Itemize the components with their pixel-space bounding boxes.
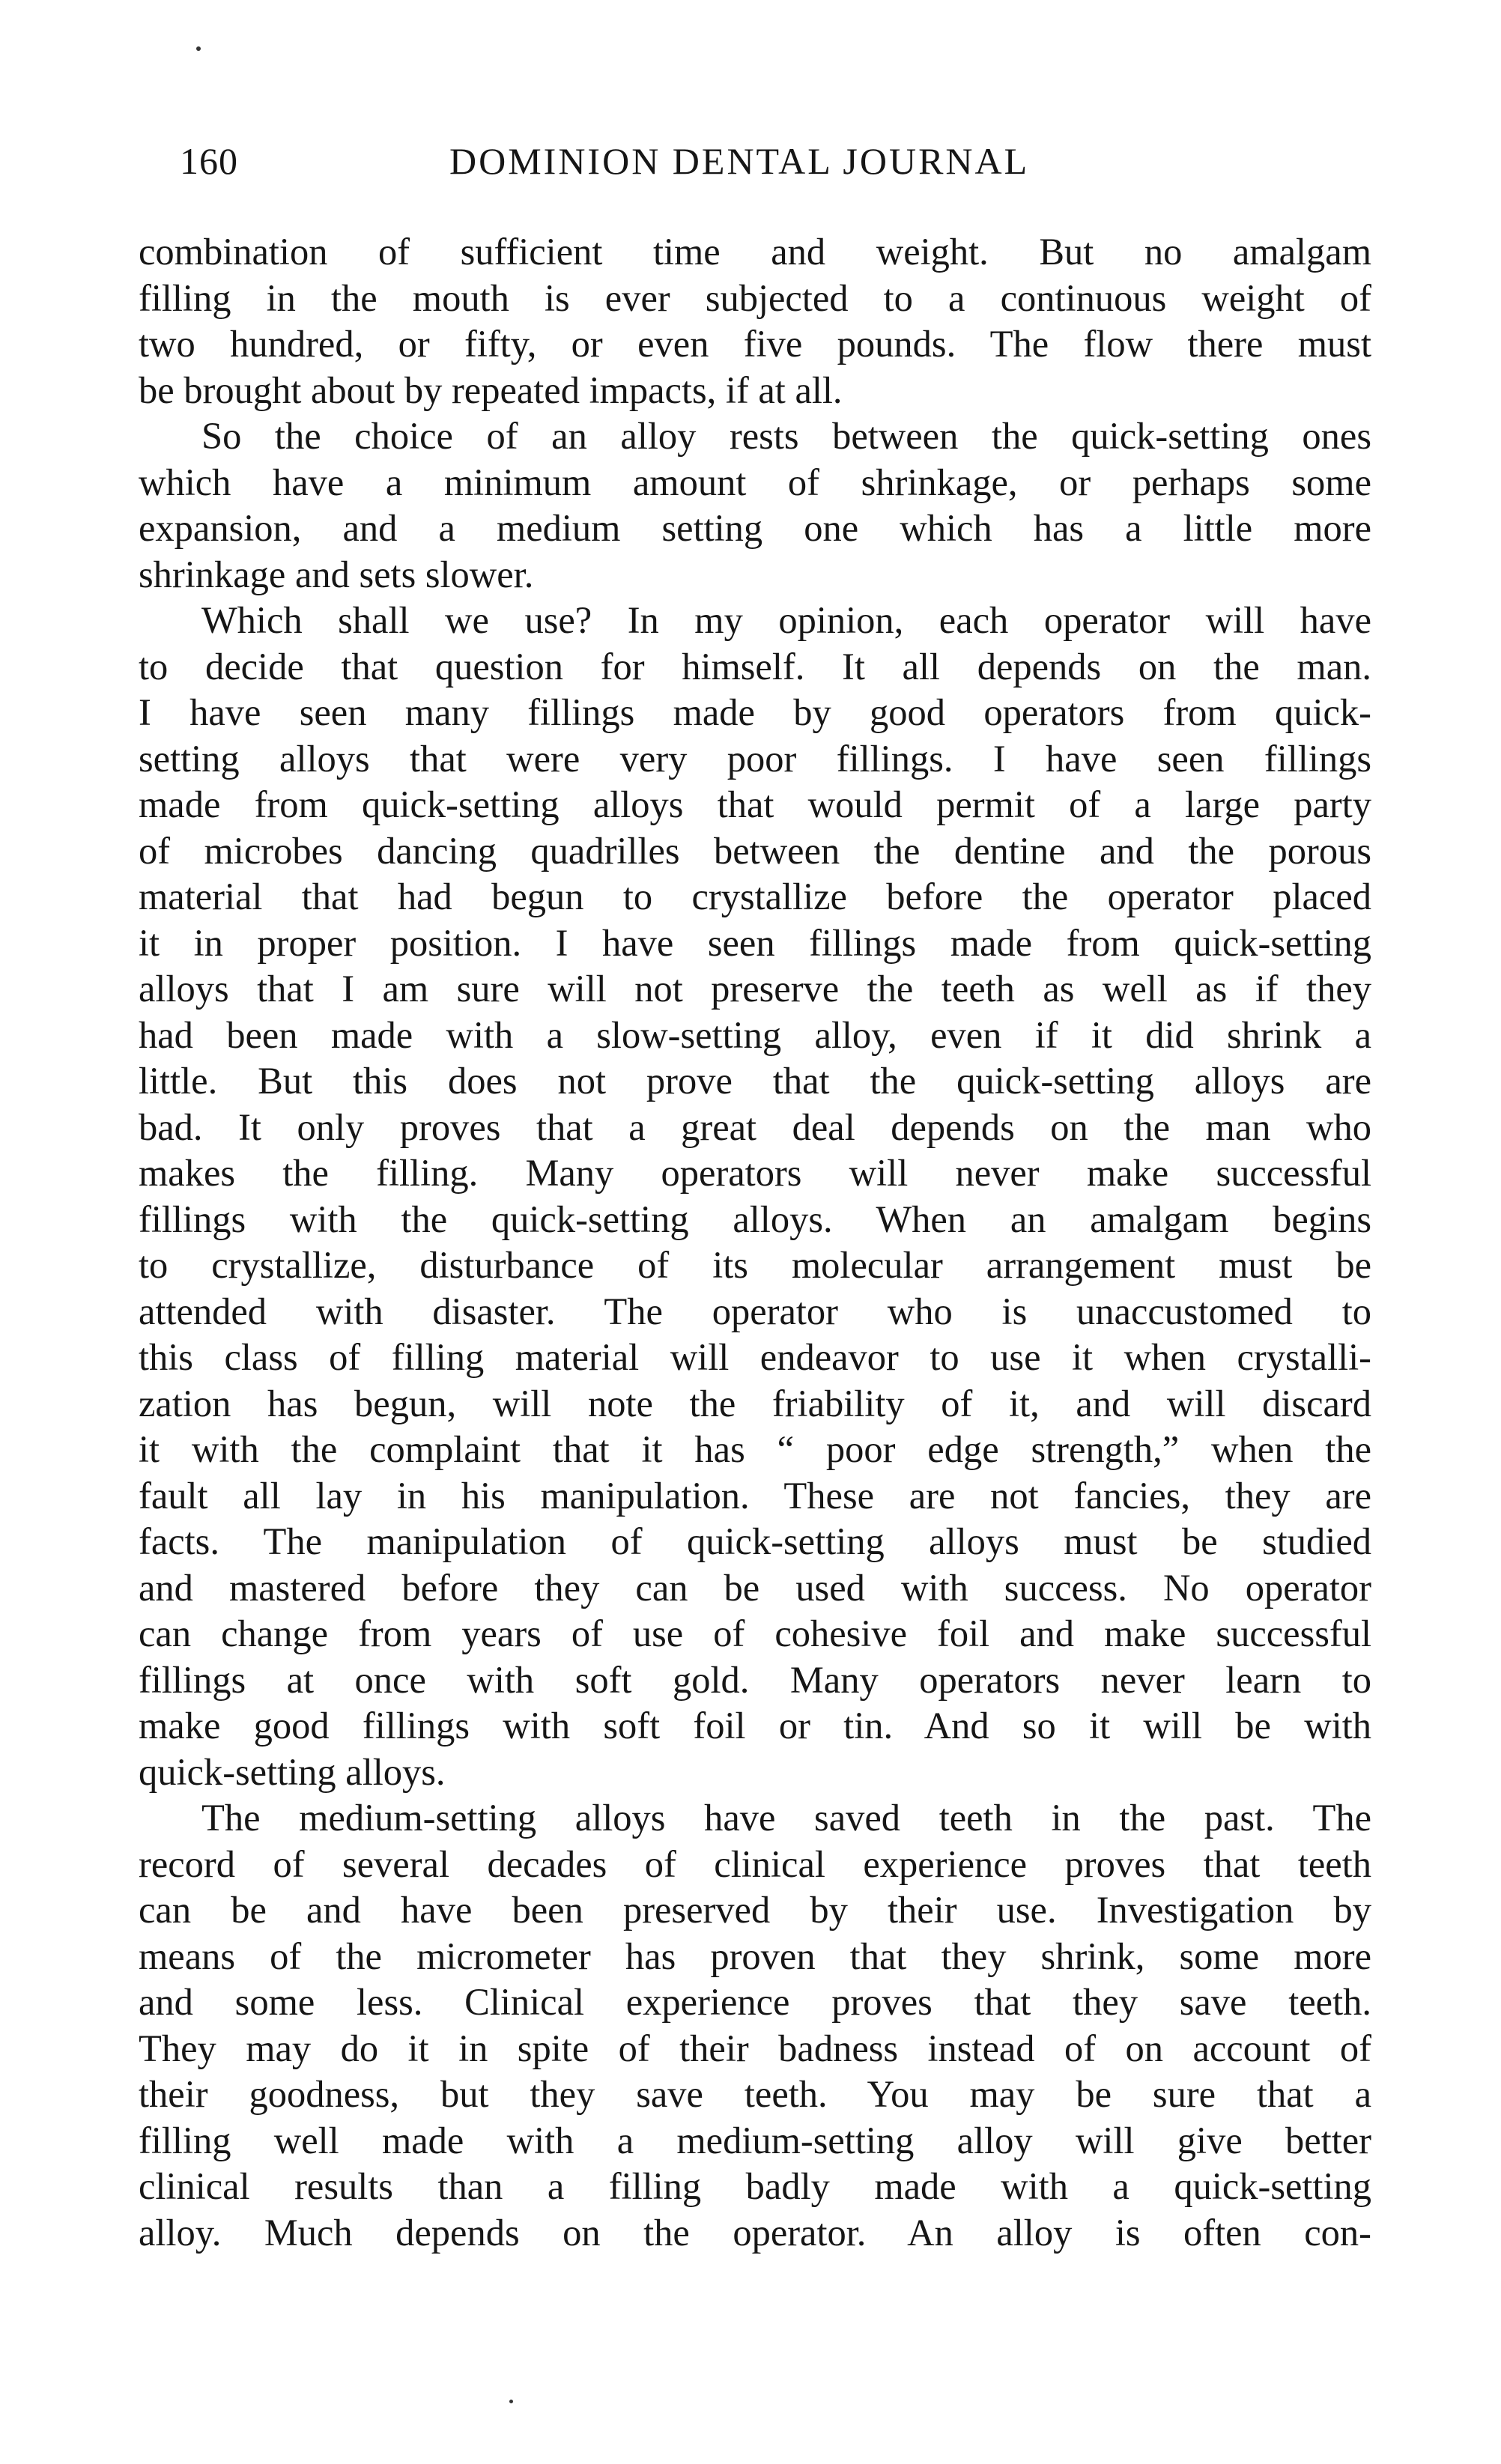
text-line: alloys that I am sure will not preserve the teeth as well as if they <box>139 968 1371 1010</box>
text-line: The medium-setting alloys have saved teeth in the past. The <box>201 1797 1371 1839</box>
text-line: had been made with a slow-setting alloy, even if it did shrink a <box>139 1013 1371 1056</box>
article-body <box>139 229 1371 2256</box>
page-number: 160 <box>180 140 238 182</box>
text-line: fillings with the quick-setting alloys. When an amalgam begins <box>139 1198 1371 1240</box>
text-line: shrinkage and sets slower. <box>139 553 534 595</box>
text-line: fault all lay in his manipulation. These are not fancies, they are <box>139 1474 1371 1517</box>
text-line: material that had begun to crystallize before the operator placed <box>139 876 1371 917</box>
text-line: two hundred, or fifty, or even five pounds. The flow there must <box>139 323 1371 365</box>
text-line: filling well made with a medium-setting alloy will give better <box>139 2119 1371 2161</box>
text-line: combination of sufficient time and weight. But no amalgam <box>139 231 1371 273</box>
text-line: and mastered before they can be used with success. No operator <box>139 1566 1371 1609</box>
text-line: expansion, and a medium setting one which has a little more <box>139 507 1371 549</box>
text-line: record of several decades of clinical experience proves that teeth <box>139 1842 1371 1885</box>
running-header <box>180 139 1371 192</box>
text-line: to decide that question for himself. It all depends on the man. <box>139 645 1371 688</box>
journal-title: DOMINION DENTAL JOURNAL <box>449 140 1030 182</box>
text-line: little. But this does not prove that the quick-setting alloys are <box>139 1060 1371 1102</box>
text-line: it with the complaint that it has “ poor edge strength,” when the <box>139 1428 1371 1470</box>
text-line: to crystallize, disturbance of its molecular arrangement must be <box>139 1244 1371 1286</box>
text-line: of microbes dancing quadrilles between the dentine and the porous <box>139 829 1371 872</box>
text-line: make good fillings with soft foil or tin. And so it will be with <box>139 1705 1371 1747</box>
text-line: this class of filling material will endeavor to use it when crystalli- <box>139 1336 1371 1378</box>
text-line: can be and have been preserved by their use. Investigation by <box>139 1889 1371 1931</box>
text-line: facts. The manipulation of quick-setting alloys must be studied <box>139 1520 1371 1562</box>
print-speck <box>509 2400 513 2403</box>
text-line: filling in the mouth is ever subjected to a continuous weight of <box>139 276 1371 319</box>
text-line: makes the filling. Many operators will never make successful <box>139 1152 1371 1194</box>
text-line: clinical results than a filling badly made with a quick-setting <box>139 2165 1371 2207</box>
text-line: setting alloys that were very poor fillings. I have seen fillings <box>139 737 1371 780</box>
text-line: I have seen many fillings made by good operators from quick- <box>139 691 1371 733</box>
text-line: bad. It only proves that a great deal depends on the man who <box>139 1105 1371 1148</box>
text-line: quick-setting alloys. <box>139 1750 446 1793</box>
text-line: Which shall we use? In my opinion, each operator will have <box>201 599 1371 641</box>
text-line: made from quick-setting alloys that would permit of a large party <box>139 783 1371 825</box>
text-line: attended with disaster. The operator who is unaccustomed to <box>139 1290 1371 1332</box>
text-line: zation has begun, will note the friability of it, and will discard <box>139 1382 1371 1424</box>
text-line: means of the micrometer has proven that they shrink, some more <box>139 1935 1371 1977</box>
text-line: which have a minimum amount of shrinkage, or perhaps some <box>139 461 1371 503</box>
print-speck <box>196 46 201 51</box>
text-line: can change from years of use of cohesive foil and make successful <box>139 1612 1371 1654</box>
text-line: and some less. Clinical experience proves that they save teeth. <box>139 1981 1371 2023</box>
text-line: So the choice of an alloy rests between the quick-setting ones <box>201 415 1371 457</box>
text-line: their goodness, but they save teeth. You may be sure that a <box>139 2073 1371 2115</box>
text-line: fillings at once with soft gold. Many operators never learn to <box>139 1658 1371 1701</box>
text-line: be brought about by repeated impacts, if at all. <box>139 368 843 411</box>
text-line: alloy. Much depends on the operator. An alloy is often con- <box>139 2211 1371 2254</box>
text-line: They may do it in spite of their badness instead of on account of <box>139 2027 1371 2069</box>
text-line: it in proper position. I have seen fillings made from quick-setting <box>139 921 1371 964</box>
